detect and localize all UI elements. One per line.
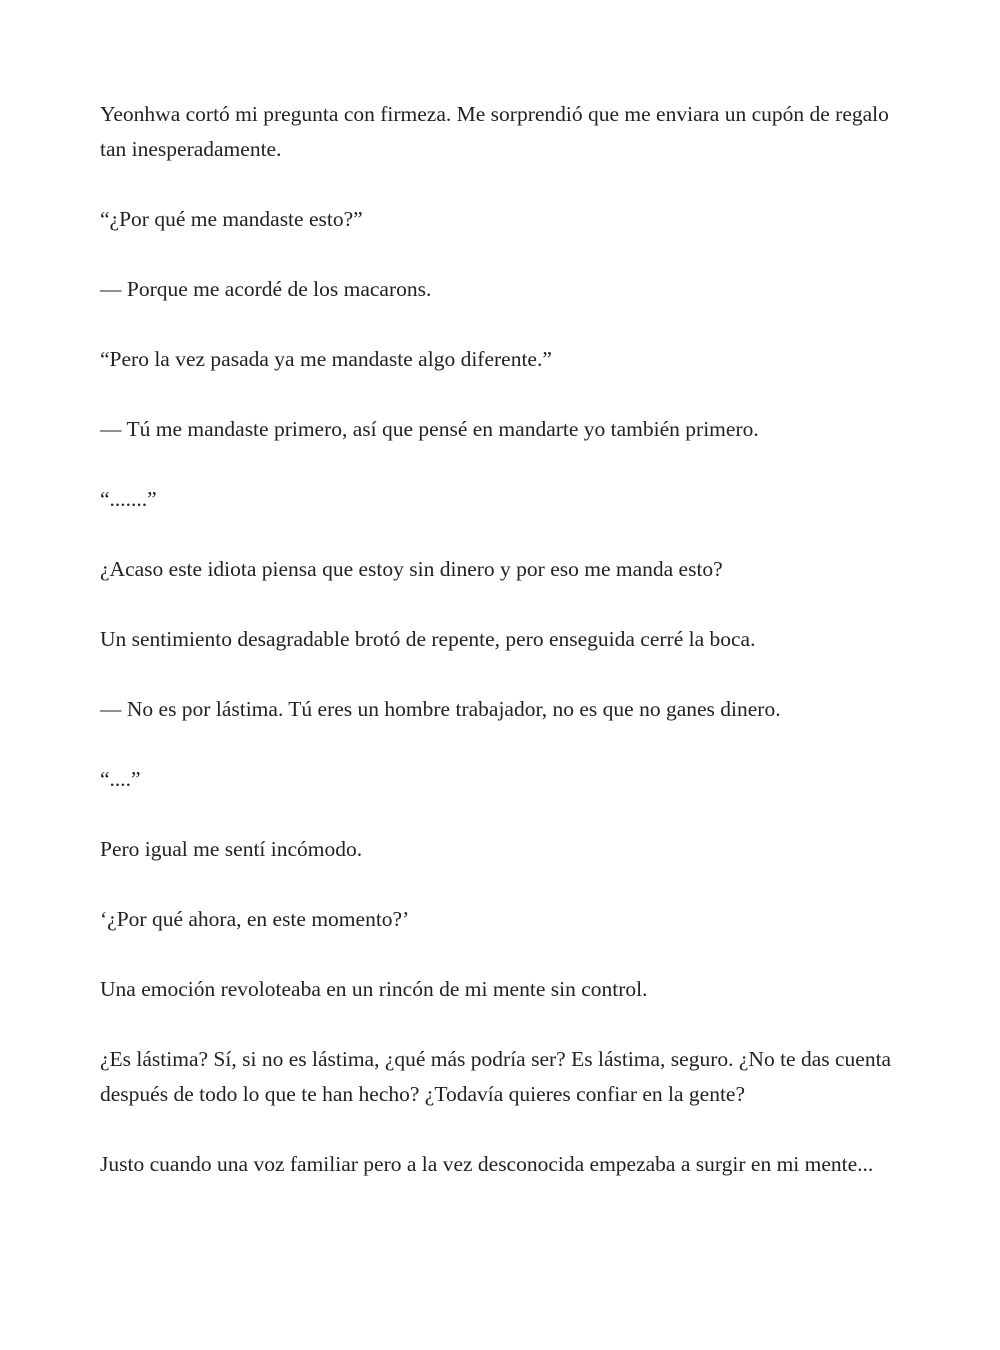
paragraph: Yeonhwa cortó mi pregunta con firmeza. Me sorprendió que me enviara un cupón de regalo tan inesperadamente. bbox=[100, 102, 889, 161]
paragraph: “.......” bbox=[100, 487, 157, 511]
paragraph: “....” bbox=[100, 767, 141, 791]
paragraph: Justo cuando una voz familiar pero a la vez desconocida empezaba a surgir en mi mente... bbox=[100, 1152, 874, 1176]
document-body bbox=[100, 97, 905, 1217]
paragraph: Un sentimiento desagradable brotó de repente, pero enseguida cerré la boca. bbox=[100, 627, 756, 651]
paragraph: ‘¿Por qué ahora, en este momento?’ bbox=[100, 907, 410, 931]
paragraph: Una emoción revoloteaba en un rincón de mi mente sin control. bbox=[100, 977, 648, 1001]
paragraph: “¿Por qué me mandaste esto?” bbox=[100, 207, 363, 231]
paragraph: — No es por lástima. Tú eres un hombre trabajador, no es que no ganes dinero. bbox=[100, 697, 781, 721]
paragraph: — Porque me acordé de los macarons. bbox=[100, 277, 432, 301]
paragraph: Pero igual me sentí incómodo. bbox=[100, 837, 363, 861]
paragraph: ¿Es lástima? Sí, si no es lástima, ¿qué más podría ser? Es lástima, seguro. ¿No te das cuenta después de todo lo que te han hecho? ¿Todavía quieres confiar en la gente? bbox=[100, 1047, 892, 1106]
paragraph: ¿Acaso este idiota piensa que estoy sin dinero y por eso me manda esto? bbox=[100, 557, 723, 581]
paragraph: — Tú me mandaste primero, así que pensé en mandarte yo también primero. bbox=[100, 417, 759, 441]
paragraph: “Pero la vez pasada ya me mandaste algo diferente.” bbox=[100, 347, 552, 371]
